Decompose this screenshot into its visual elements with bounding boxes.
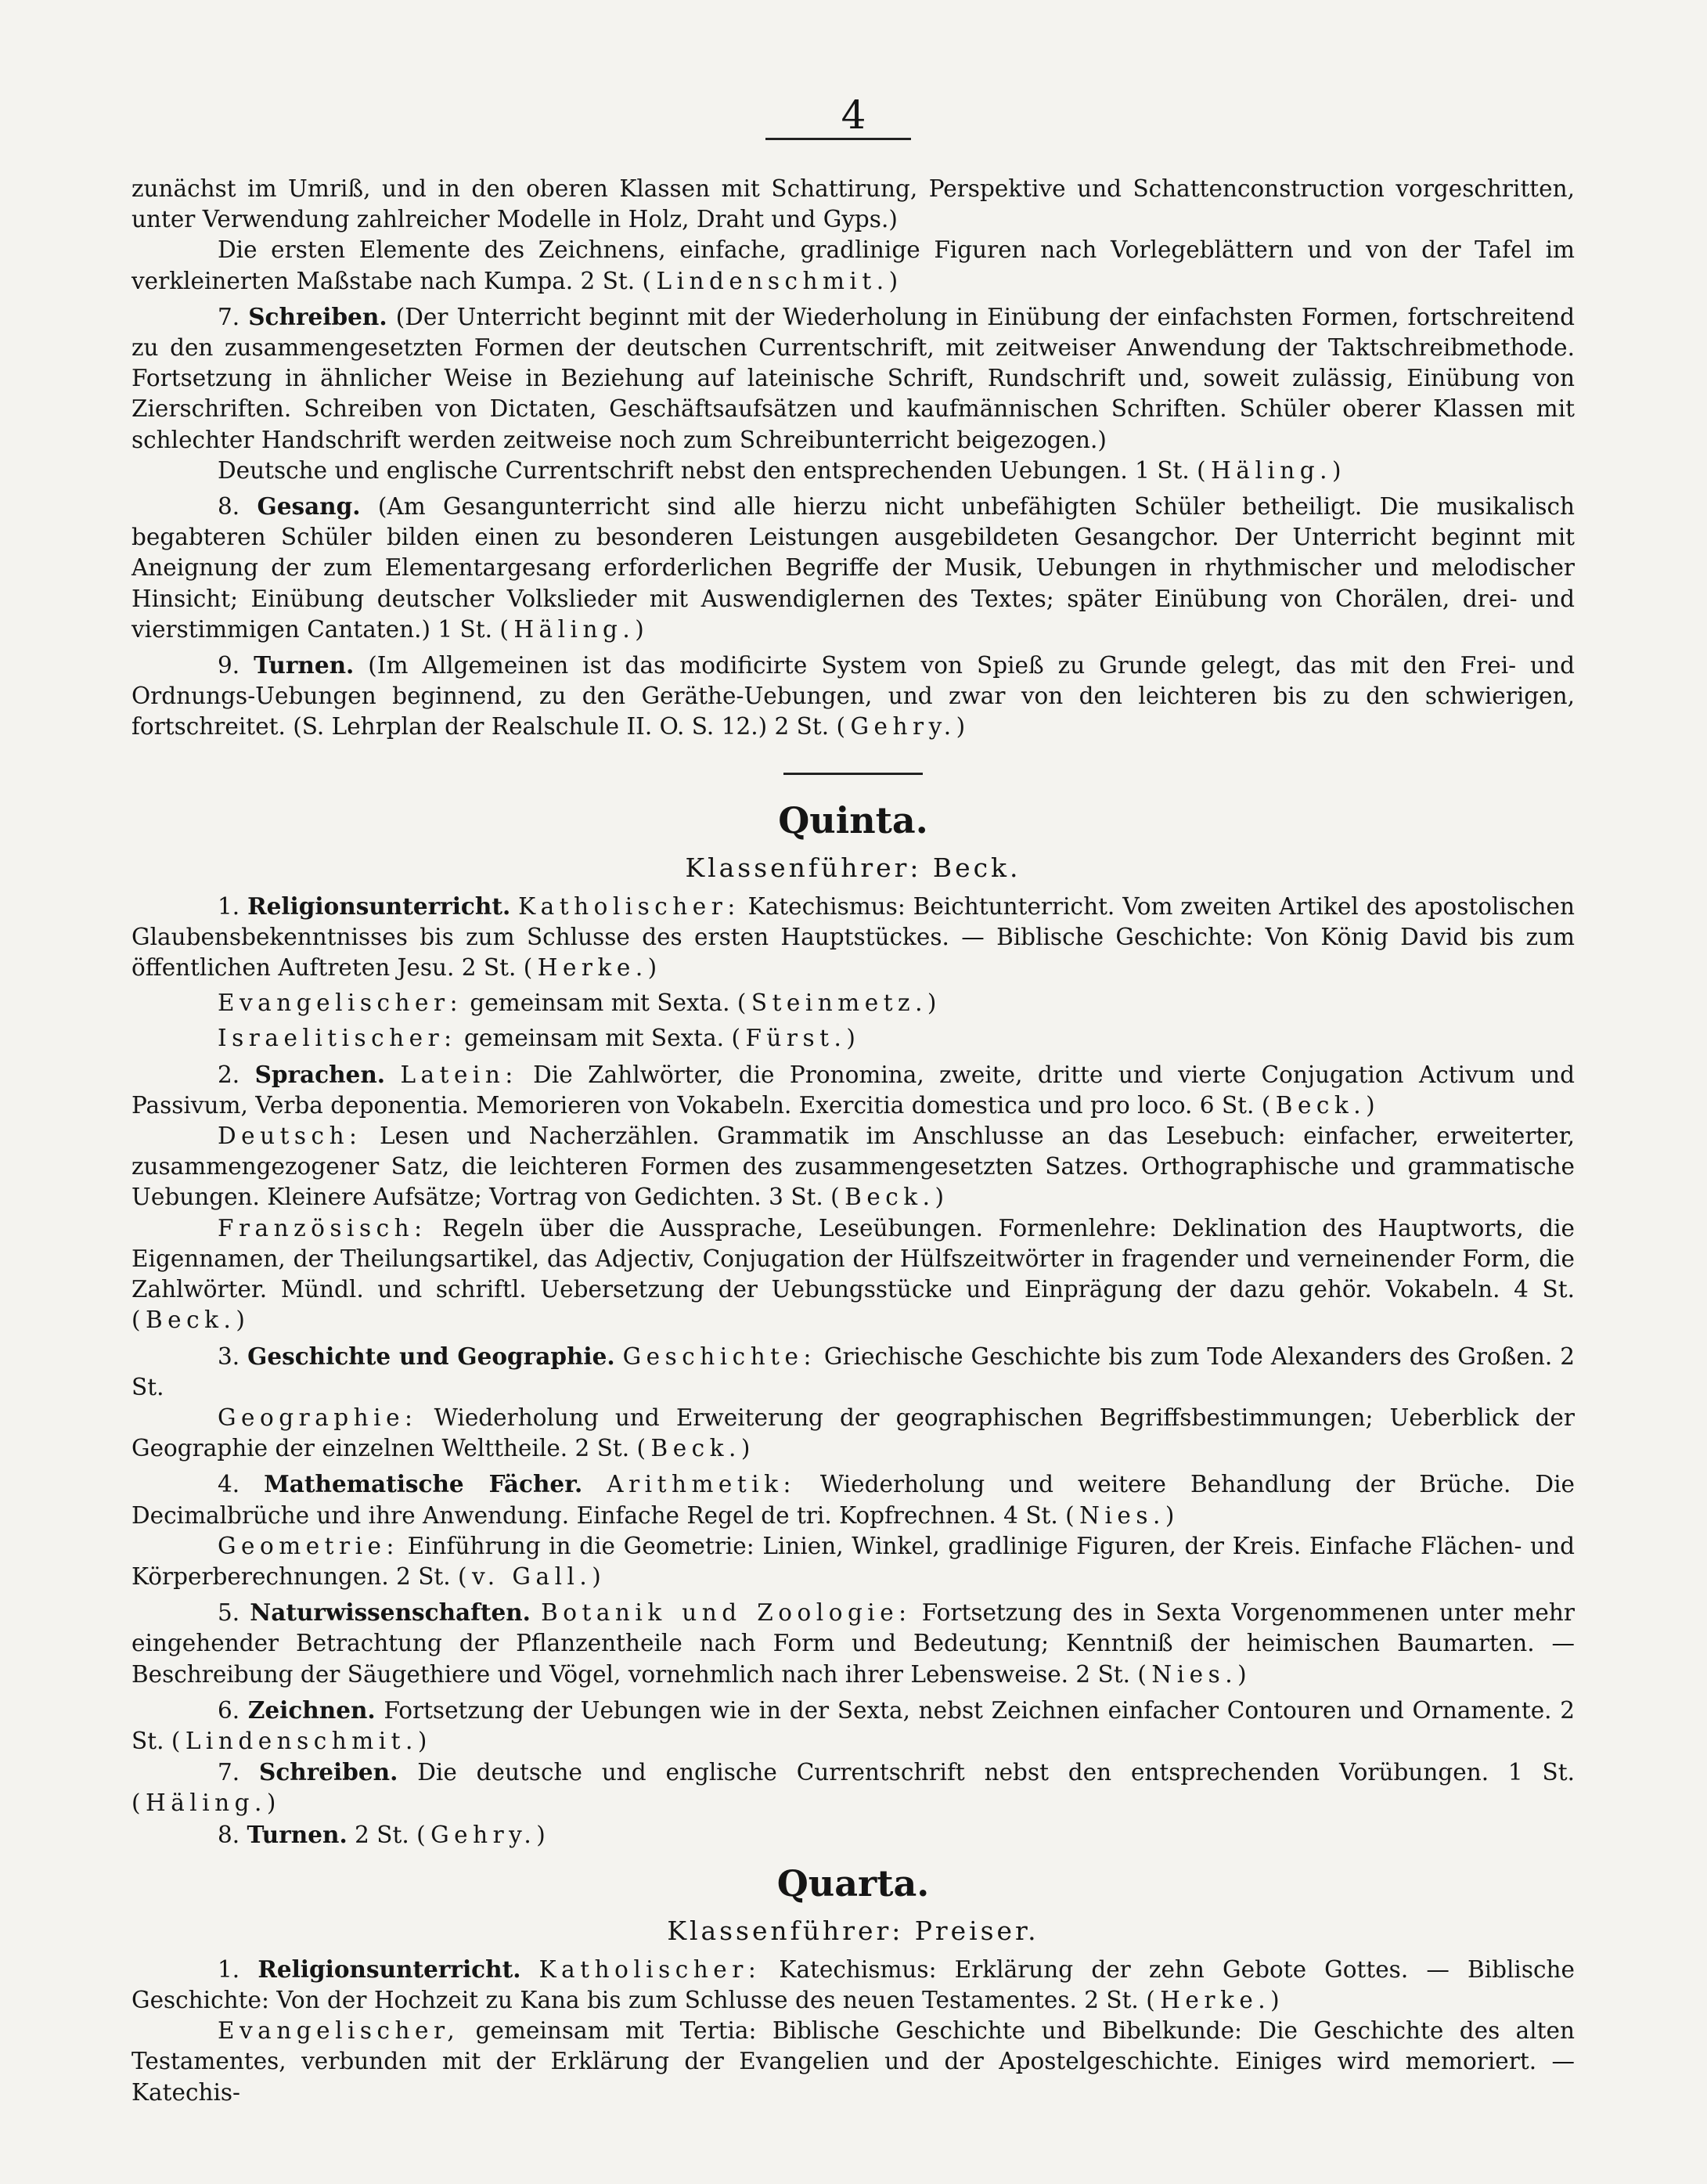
sexta-item-schreiben: 7. Schreiben. (Der Unterricht beginnt mit der Wiederholung in Einübung der einfachsten Formen, fortschreitend zu den zusammengesetzten Formen der deutschen Currentschrift, mit zeitweiser Anwendung der Taktschreibmethode. Fortsetzung in ähnlicher Weise in Beziehung auf lateinische Schrift, Rundschrift und, soweit zulässig, Einübung von Zierschriften. Schreiben von Dictaten, Geschäftsaufsätzen und kaufmännischen Schriften. Schüler oberer Klassen mit schlechter Handschrift werden zeitweise noch zum Schreibunterricht beigezogen.): [131, 302, 1575, 453]
quinta-item-naturwissenschaften: 5. Naturwissenschaften. Botanik und Zoologie: Fortsetzung des in Sexta Vorgenommenen unter mehr eingehender Betrachtung der Pflanzentheile nach Form und Bedeutung; Kenntniß der heimischen Baumarten. — Beschreibung der Säugethiere und Vögel, vornehmlich nach ihrer Lebensweise. 2 St. (Nies.): [131, 1598, 1575, 1688]
sexta-item-gesang: 8. Gesang. (Am Gesangunterricht sind alle hierzu nicht unbefähigten Schüler betheiligt. Die musikalisch begabteren Schüler bilden einen zu besonderen Leistungen ausgebildeten Gesangchor. Der Unterricht beginnt mit Aneignung der zum Elementargesang erforderlichen Begriffe der Musik, Uebungen in rhythmischer und melodischer Hinsicht; Einübung deutscher Volkslieder mit Auswendiglernen des Textes; später Einübung von Chorälen, drei- und vierstimmigen Cantaten.) 1 St. (Häling.): [131, 492, 1575, 643]
paragraph: Französisch: Regeln über die Aussprache, Leseübungen. Formenlehre: Deklination des Hauptworts, die Eigennamen, der Theilungsartikel, das Adjectiv, Conjugation der Hülfszeitwörter in fragender und verneinender Form, die Zahlwörter. Mündl. und schriftl. Uebersetzung der Uebungsstücke und Einprägung der dazu gehör. Vokabeln. 4 St. (Beck.): [131, 1214, 1576, 1334]
paragraph: Deutsch: Lesen und Nacherzählen. Grammatik im Anschlusse an das Lesebuch: einfacher, erweiterter, zusammengezogener Satz, die leichteren Formen des zusammengesetzten Satzes. Orthographische und grammatische Uebungen. Kleinere Aufsätze; Vortrag von Gedichten. 3 St. (Beck.): [131, 1123, 1575, 1211]
quinta-item-turnen: 8. Turnen. 2 St. (Gehry.): [218, 1820, 551, 1848]
quinta-item-sprachen: 2. Sprachen. Latein: Die Zahlwörter, die Pronomina, zweite, dritte und vierte Conjugation Activum und Passivum, Verba deponentia. Memorieren von Vokabeln. Exercitia domestica und pro loco. 6 St. (Beck.): [131, 1060, 1575, 1119]
paragraph: Israelitischer: gemeinsam mit Sexta. (Fürst.): [218, 1025, 861, 1052]
class-leader-quarta: Klassenführer: Preiser.: [667, 1915, 1039, 1946]
paragraph: zunächst im Umriß, und in den oberen Klassen mit Schattirung, Perspektive und Schattenconstruction vorgeschritten, unter Verwendung zahlreicher Modelle in Holz, Draht und Gyps.): [131, 175, 1575, 233]
paragraph: Die ersten Elemente des Zeichnens, einfache, gradlinige Figuren nach Vorlegeblättern und von der Tafel im verkleinerten Maßstabe nach Kumpa. 2 St. (Lindenschmit.): [131, 236, 1575, 294]
paragraph: Deutsche und englische Currentschrift nebst den entsprechenden Uebungen. 1 St. (Häling.): [218, 456, 1347, 484]
paragraph: Geometrie: Einführung in die Geometrie: Linien, Winkel, gradlinige Figuren, der Kreis. Einfache Flächen- und Körperberechnungen. 2 St. (v. Gall.): [131, 1532, 1575, 1590]
section-title-quarta: Quarta.: [776, 1861, 930, 1905]
paragraph: Evangelischer, gemeinsam mit Tertia: Biblische Geschichte und Bibelkunde: Die Geschichte des alten Testamentes, verbunden mit der Erklärung der Evangelien und der Apostelgeschichte. Einiges wird memoriert. — Katechis-: [131, 2017, 1575, 2106]
quinta-item-zeichnen: 6. Zeichnen. Fortsetzung der Uebungen wie in der Sexta, nebst Zeichnen einfacher Contouren und Ornamente. 2 St. (Lindenschmit.): [131, 1696, 1575, 1754]
quinta-item-mathematik: 4. Mathematische Fächer. Arithmetik: Wiederholung und weitere Behandlung der Brüche. Die Decimalbrüche und ihre Anwendung. Einfache Regel de tri. Kopfrechnen. 4 St. (Nies.): [131, 1470, 1575, 1529]
quinta-item-schreiben: 7. Schreiben. Die deutsche und englische Currentschrift nebst den entsprechenden Vorübungen. 1 St. (Häling.): [131, 1758, 1575, 1817]
header-divider: [765, 138, 911, 140]
paragraph: Evangelischer: gemeinsam mit Sexta. (Steinmetz.): [218, 989, 942, 1017]
section-title-quinta: Quinta.: [778, 798, 928, 842]
quarta-item-religion: 1. Religionsunterricht. Katholischer: Katechismus: Erklärung der zehn Gebote Gottes. — Biblische Geschichte: Von der Hochzeit zu Kana bis zum Schlusse des neuen Testamentes. 2 St. (Herke.): [131, 1955, 1575, 2013]
quinta-item-geschichte: 3. Geschichte und Geographie. Geschichte: Griechische Geschichte bis zum Tode Alexanders des Großen. 2 St.: [131, 1342, 1575, 1400]
section-divider: [783, 773, 923, 775]
sexta-item-turnen: 9. Turnen. (Im Allgemeinen ist das modificirte System von Spieß zu Grunde gelegt, das mit den Frei- und Ordnungs-Uebungen beginnend, zu den Geräthe-Uebungen, und zwar von den leichteren bis zu den schwierigen, fortschreitet. (S. Lehrplan der Realschule II. O. S. 12.) 2 St. (Gehry.): [131, 651, 1575, 741]
page-number: 4: [841, 92, 866, 138]
page-body: [131, 174, 1575, 2108]
paragraph: Geographie: Wiederholung und Erweiterung der geographischen Begriffsbestimmungen; Ueberblick der Geographie der einzelnen Welttheile. 2 St. (Beck.): [131, 1404, 1575, 1462]
class-leader-quinta: Klassenführer: Beck.: [685, 852, 1021, 883]
quinta-item-religion: 1. Religionsunterricht. Katholischer: Katechismus: Beichtunterricht. Vom zweiten Artikel des apostolischen Glaubensbekenntnisses bis zum Schlusse des ersten Hauptstückes. — Biblische Geschichte: Von König David bis zum öffentlichen Auftreten Jesu. 2 St. (Herke.): [131, 892, 1575, 982]
